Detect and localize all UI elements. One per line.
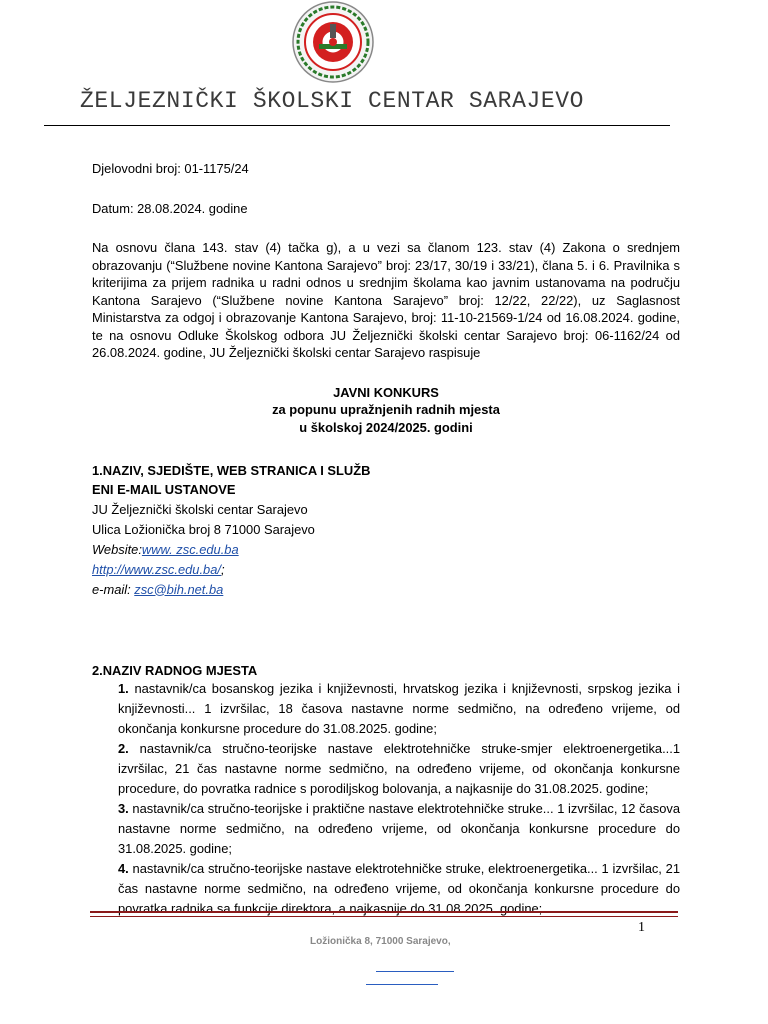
section2-heading: 2.NAZIV RADNOG MJESTA: [92, 662, 258, 678]
list-item-text: nastavnik/ca bosanskog jezika i književnosti, hrvatskog jezika i književnosti, srpskog jezika i književnosti... 1 izvršilac, 18 časova nastavne norme sedmično, na određeno vrijeme, od okončanja konkursne procedure do 31.08.2025. godine;: [118, 681, 680, 736]
list-item-number: 3.: [118, 801, 129, 816]
list-item-text: nastavnik/ca stručno-teorijske nastave elektrotehničke struke-smjer elektroenergetika...1 izvršilac, 21 čas nastavne norme sedmično, na određeno vrijeme, od okončanja konkursne procedure, do povratka radnice s porodiljskog bolovanja, a najkasnije do 31.08.2025. godine;: [118, 741, 680, 796]
website-url-line: [92, 560, 680, 580]
school-seal-icon: [283, 0, 383, 84]
list-item: [118, 679, 680, 739]
school-name: ŽELJEZNIČKI ŠKOLSKI CENTAR SARAJEVO: [80, 88, 585, 114]
footer-rule-thin: [90, 916, 678, 917]
list-item-number: 1.: [118, 681, 129, 696]
list-item-number: 2.: [118, 741, 129, 756]
intro-paragraph: Na osnovu člana 143. stav (4) tačka g), a u vezi sa članom 123. stav (4) Zakona o srednjem obrazovanju (“Službene novine Kantona Sarajevo” broj: 23/17, 30/19 i 33/21), člana 5. i 6. Pravilnika s kriterijima za prijem radnika u radni odnos u srednjim školama kao javnim ustanovama na području Kantona Sarajevo (“Službene novine Kantona Sarajevo” broj: 12/22, 22/22), uz Saglasnost Ministarstva za odgoj i obrazovanje Kantona Sarajevo, broj: 11-10-21569-1/24 od 16.08.2024. godine, te na osnovu Odluke Školskog odbora JU Željeznički školski centar Sarajevo broj: 06-1162/24 od 26.08.2024. godine, JU Željeznički školski centar Sarajevo raspisuje: [92, 240, 680, 360]
section1-heading-line1: 1.NAZIV, SJEDIŠTE, WEB STRANICA I SLUŽB: [92, 463, 371, 478]
document-body: [92, 160, 680, 919]
list-item: [118, 799, 680, 859]
website-line: [92, 540, 680, 560]
header-rule: [44, 125, 670, 126]
institution-address: Ulica Ložionička broj 8 71000 Sarajevo: [92, 521, 315, 537]
competition-title: JAVNI KONKURS: [333, 384, 439, 400]
email-line: [92, 580, 680, 600]
footer-link-underline[interactable]: [366, 984, 438, 985]
institution-name: JU Željeznički školski centar Sarajevo: [92, 501, 308, 517]
competition-school-year: u školskoj 2024/2025. godini: [299, 419, 473, 435]
email-label: e-mail:: [92, 581, 135, 597]
list-item-text: nastavnik/ca stručno-teorijske i praktične nastave elektrotehničke struke... 1 izvršilac, 12 časova nastavne norme sedmično, na određeno vrijeme, od okončanja konkursne procedure do 31.08.2025. godine;: [118, 801, 680, 856]
website-label: Website:: [92, 541, 142, 557]
competition-subtitle: za popunu upražnjenih radnih mjesta: [272, 402, 500, 417]
website-url-link[interactable]: http://www.zsc.edu.ba/: [92, 561, 221, 577]
section1-heading-line2: ENI E-MAIL USTANOVE: [92, 481, 236, 497]
list-item: [118, 739, 680, 799]
footer-rule-thick: [90, 911, 678, 913]
page-number: 1: [638, 920, 645, 935]
job-list: [92, 679, 680, 919]
list-item-text: nastavnik/ca stručno-teorijske nastave elektrotehničke struke, elektroenergetika... 1 izvršilac, 21 čas nastavne norme sedmično, na određeno vrijeme, od okončanja konkursne procedure do povratka radnika sa funkcije direktora, a najkasnije do 31.08.2025. godine;: [118, 861, 680, 916]
document-date: Datum: 28.08.2024. godine: [92, 200, 248, 216]
list-item-number: 4.: [118, 861, 129, 876]
website-url-suffix: ;: [220, 561, 225, 577]
reference-number: Djelovodni broj: 01-1175/24: [92, 161, 249, 176]
email-link[interactable]: zsc@bih.net.ba: [134, 581, 224, 597]
website-link[interactable]: www. zsc.edu.ba: [141, 541, 239, 557]
footer-address: Ložionička 8, 71000 Sarajevo,: [310, 936, 451, 947]
footer-link-underline[interactable]: [376, 971, 454, 972]
list-item: [118, 859, 680, 919]
